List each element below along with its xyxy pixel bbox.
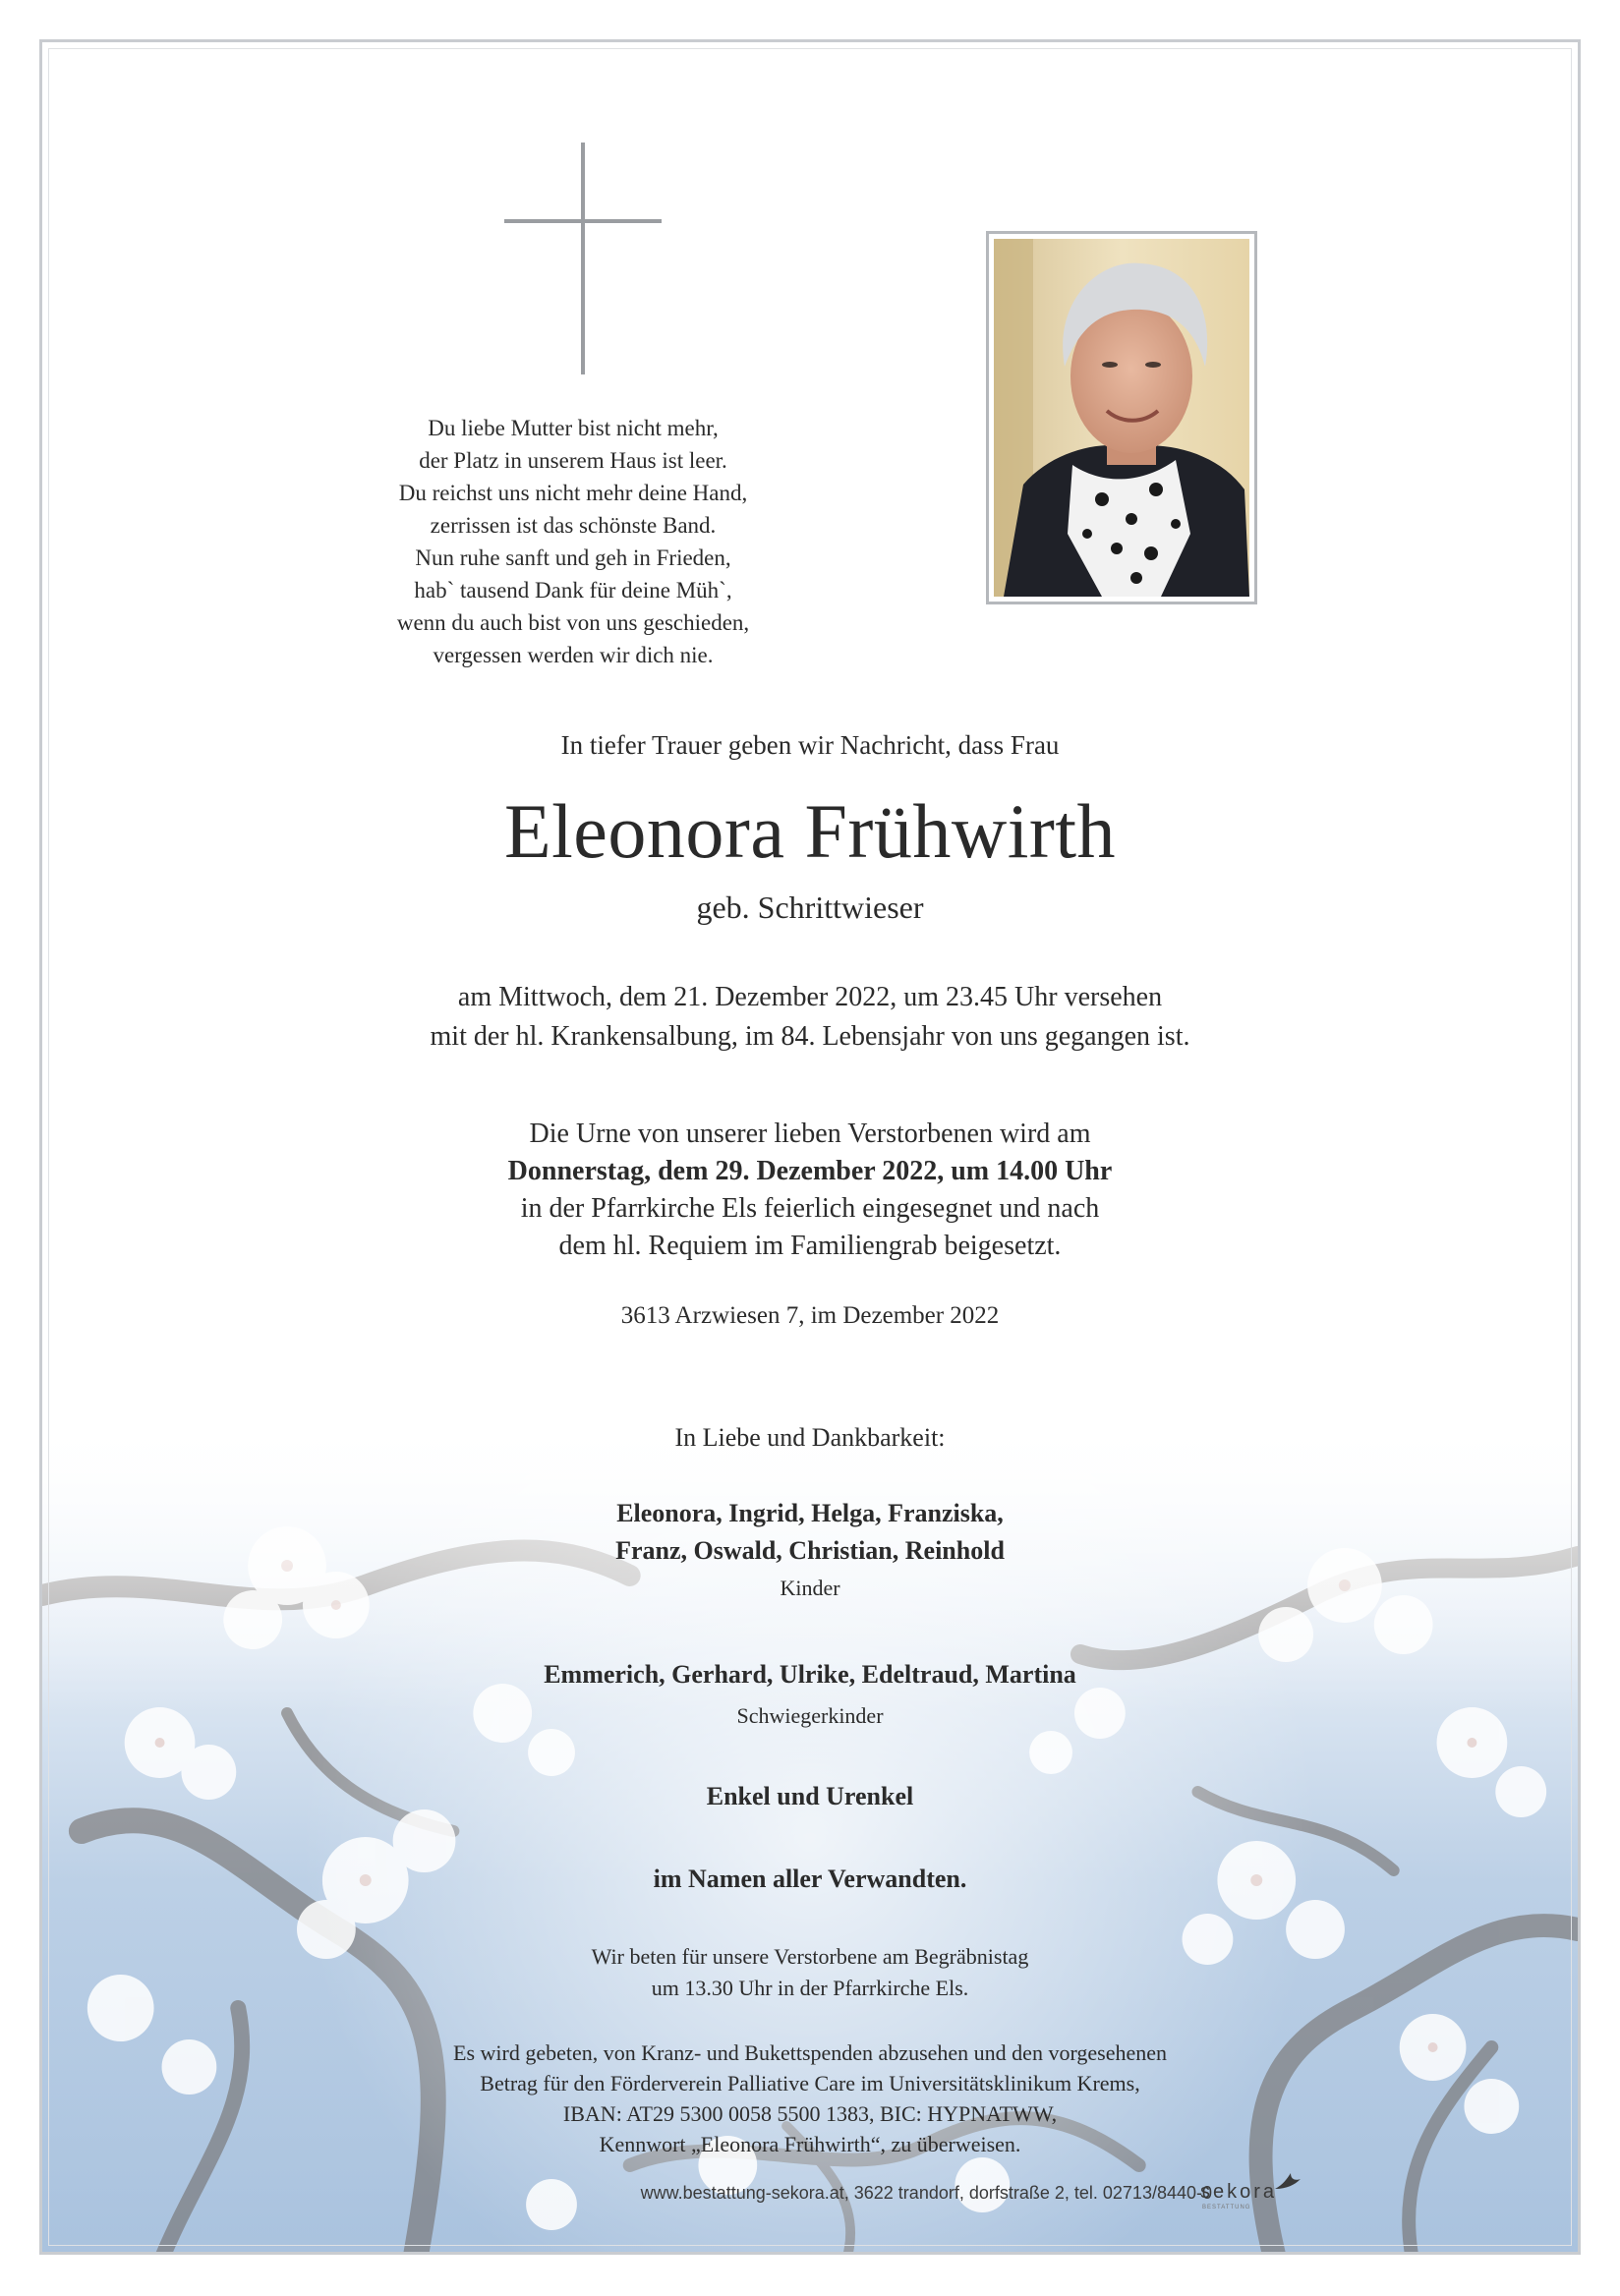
obituary-content [42, 42, 1578, 2252]
logo-subtext: BESTATTUNG [1202, 2205, 1251, 2210]
children-line: Franz, Oswald, Christian, Reinhold [615, 1536, 1005, 1565]
inlaws-label: Schwiegerkinder [736, 1703, 884, 1728]
announcement-intro: In tiefer Trauer geben wir Nachricht, dass Frau [560, 730, 1060, 760]
poem-line: der Platz in unserem Haus ist leer. [419, 448, 727, 473]
poem-line: vergessen werden wir dich nie. [433, 643, 714, 667]
funeral-line: in der Pfarrkirche Els feierlich eingesegnet und nach [520, 1193, 1100, 1224]
memorial-poem [337, 412, 809, 671]
poem-line: zerrissen ist das schönste Band. [430, 513, 717, 538]
children-names [42, 1495, 1578, 1570]
portrait-photo [994, 239, 1249, 597]
bird-icon [1273, 2171, 1302, 2195]
grandchildren: Enkel und Urenkel [706, 1782, 914, 1810]
logo-text: sekora [1200, 2181, 1278, 2203]
donation-line: Es wird gebeten, von Kranz- und Bukettspenden abzusehen und den vorgesehenen [453, 2040, 1167, 2065]
poem-line: Nun ruhe sanft und geh in Frieden, [415, 545, 731, 570]
place-and-date: 3613 Arzwiesen 7, im Dezember 2022 [620, 1302, 1000, 1329]
poem-line: Du liebe Mutter bist nicht mehr, [428, 416, 719, 440]
prayer-notice [42, 1941, 1578, 2004]
mourners-heading: In Liebe und Dankbarkeit: [674, 1423, 946, 1452]
portrait-photo-frame [986, 231, 1257, 604]
children-label: Kinder [780, 1576, 840, 1600]
funeral-line: Die Urne von unserer lieben Verstorbenen wird am [529, 1119, 1091, 1149]
funeral-home-logo [1198, 2165, 1306, 2214]
donation-line: Betrag für den Förderverein Palliative Care im Universitätsklinikum Krems, [480, 2071, 1140, 2095]
cross-icon [504, 143, 662, 374]
inlaws-names: Emmerich, Gerhard, Ulrike, Edeltraud, Martina [544, 1660, 1076, 1689]
death-notice [42, 978, 1578, 1057]
donation-line: Kennwort „Eleonora Frühwirth“, zu überweisen. [599, 2132, 1021, 2156]
children-line: Eleonora, Ingrid, Helga, Franziska, [616, 1499, 1004, 1527]
death-line: am Mittwoch, dem 21. Dezember 2022, um 23.45 Uhr versehen [457, 982, 1163, 1012]
poem-line: Du reichst uns nicht mehr deine Hand, [398, 481, 748, 505]
poem-line: wenn du auch bist von uns geschieden, [396, 610, 750, 635]
donation-line: IBAN: AT29 5300 0058 5500 1383, BIC: HYPNATWW, [562, 2101, 1058, 2126]
relatives: im Namen aller Verwandten. [653, 1865, 967, 1893]
poem-line: hab` tausend Dank für deine Müh`, [414, 578, 732, 603]
funeral-notice [42, 1116, 1578, 1265]
page-frame [39, 39, 1581, 2255]
prayer-line: um 13.30 Uhr in der Pfarrkirche Els. [651, 1976, 969, 2000]
death-line: mit der hl. Krankensalbung, im 84. Lebensjahr von uns gegangen ist. [430, 1021, 1190, 1052]
donation-notice [42, 2038, 1578, 2159]
contact-text: www.bestattung-sekora.at, 3622 trandorf, dorfstraße 2, tel. 02713/8440-0 [640, 2183, 1212, 2203]
funeral-line: dem hl. Requiem im Familiengrab beigesetzt. [558, 1231, 1062, 1261]
funeral-date: Donnerstag, dem 29. Dezember 2022, um 14.00 Uhr [507, 1156, 1113, 1186]
prayer-line: Wir beten für unsere Verstorbene am Begräbnistag [591, 1944, 1029, 1969]
deceased-name: Eleonora Frühwirth [503, 788, 1117, 874]
maiden-name: geb. Schrittwieser [696, 890, 924, 925]
